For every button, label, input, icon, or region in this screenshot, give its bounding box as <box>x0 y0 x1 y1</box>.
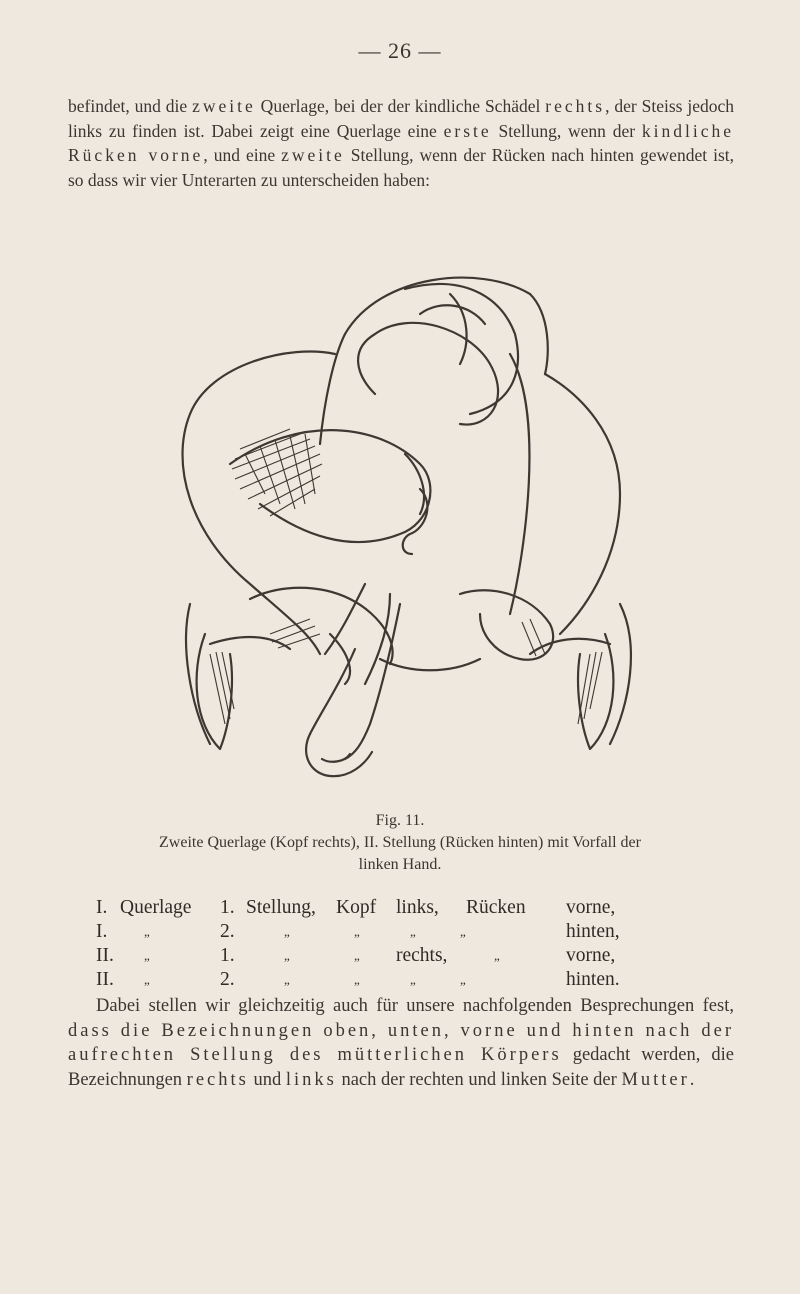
text-run: gedacht werden, die Bezeichnungen <box>68 1045 734 1090</box>
closing-paragraph <box>68 994 734 1092</box>
list-item: II. „ 1. „ „ rechts, „ vorne, <box>96 945 616 966</box>
text-run: nach der rechten und linken Seite der <box>336 1069 622 1090</box>
classification-list <box>96 896 736 992</box>
text-run: Dabei stellen wir gleichzeitig auch für unsere nachfolgenden Besprechungen fest, <box>96 996 734 1016</box>
closing-text <box>68 994 734 1092</box>
list-item: II. „ 2. „ „ „ „ hinten. <box>96 969 620 990</box>
emphasized-text: dass die Bezeichnungen oben, unten, vorne und hinten nach der aufrechten Stellung des mütterlichen Körpers <box>68 1020 734 1065</box>
emphasized-text: links <box>285 1069 337 1090</box>
figure-label: Fig. 11. <box>375 812 425 829</box>
emphasized-text: Mutter <box>621 1069 690 1090</box>
figure-caption-line1: Zweite Querlage (Kopf rechts), II. Stellung (Rücken hinten) mit Vorfall der <box>159 834 641 851</box>
intro-paragraph <box>68 94 734 192</box>
text-run: und <box>248 1069 286 1090</box>
text-run: , der Steiss jedoch links zu finden ist. Dabei zeigt eine Querlage eine <box>68 96 735 141</box>
text-run: . <box>689 1069 695 1090</box>
text-run: Stellung, wenn der Rücken nach hinten gewendet ist, so dass wir vier Unterarten zu unterscheiden haben: <box>68 145 734 190</box>
text-run: Stellung, wenn der <box>491 120 642 141</box>
emphasized-text: zweite <box>192 96 256 116</box>
text-run: , und eine <box>203 145 282 165</box>
pelvis-illustration <box>150 254 670 794</box>
emphasized-text: kindliche Rücken vorne <box>68 120 734 165</box>
intro-text <box>68 94 734 192</box>
text-run: befindet, und die <box>68 96 193 116</box>
figure-caption <box>100 832 700 876</box>
page-number: — 26 — <box>358 38 442 63</box>
emphasized-text: erste <box>443 120 492 141</box>
emphasized-text: rechts <box>186 1069 249 1090</box>
emphasized-text: zweite <box>281 145 345 165</box>
list-item: I. „ 2. „ „ „ „ hinten, <box>96 921 620 942</box>
list-item: I. Querlage 1. Stellung, Kopf links, Rücken vorne, <box>96 897 616 918</box>
emphasized-text: rechts <box>545 96 606 116</box>
text-run: Querlage, bei der der kindliche Schädel <box>255 96 546 116</box>
figure-caption-line2: linken Hand. <box>358 856 442 873</box>
